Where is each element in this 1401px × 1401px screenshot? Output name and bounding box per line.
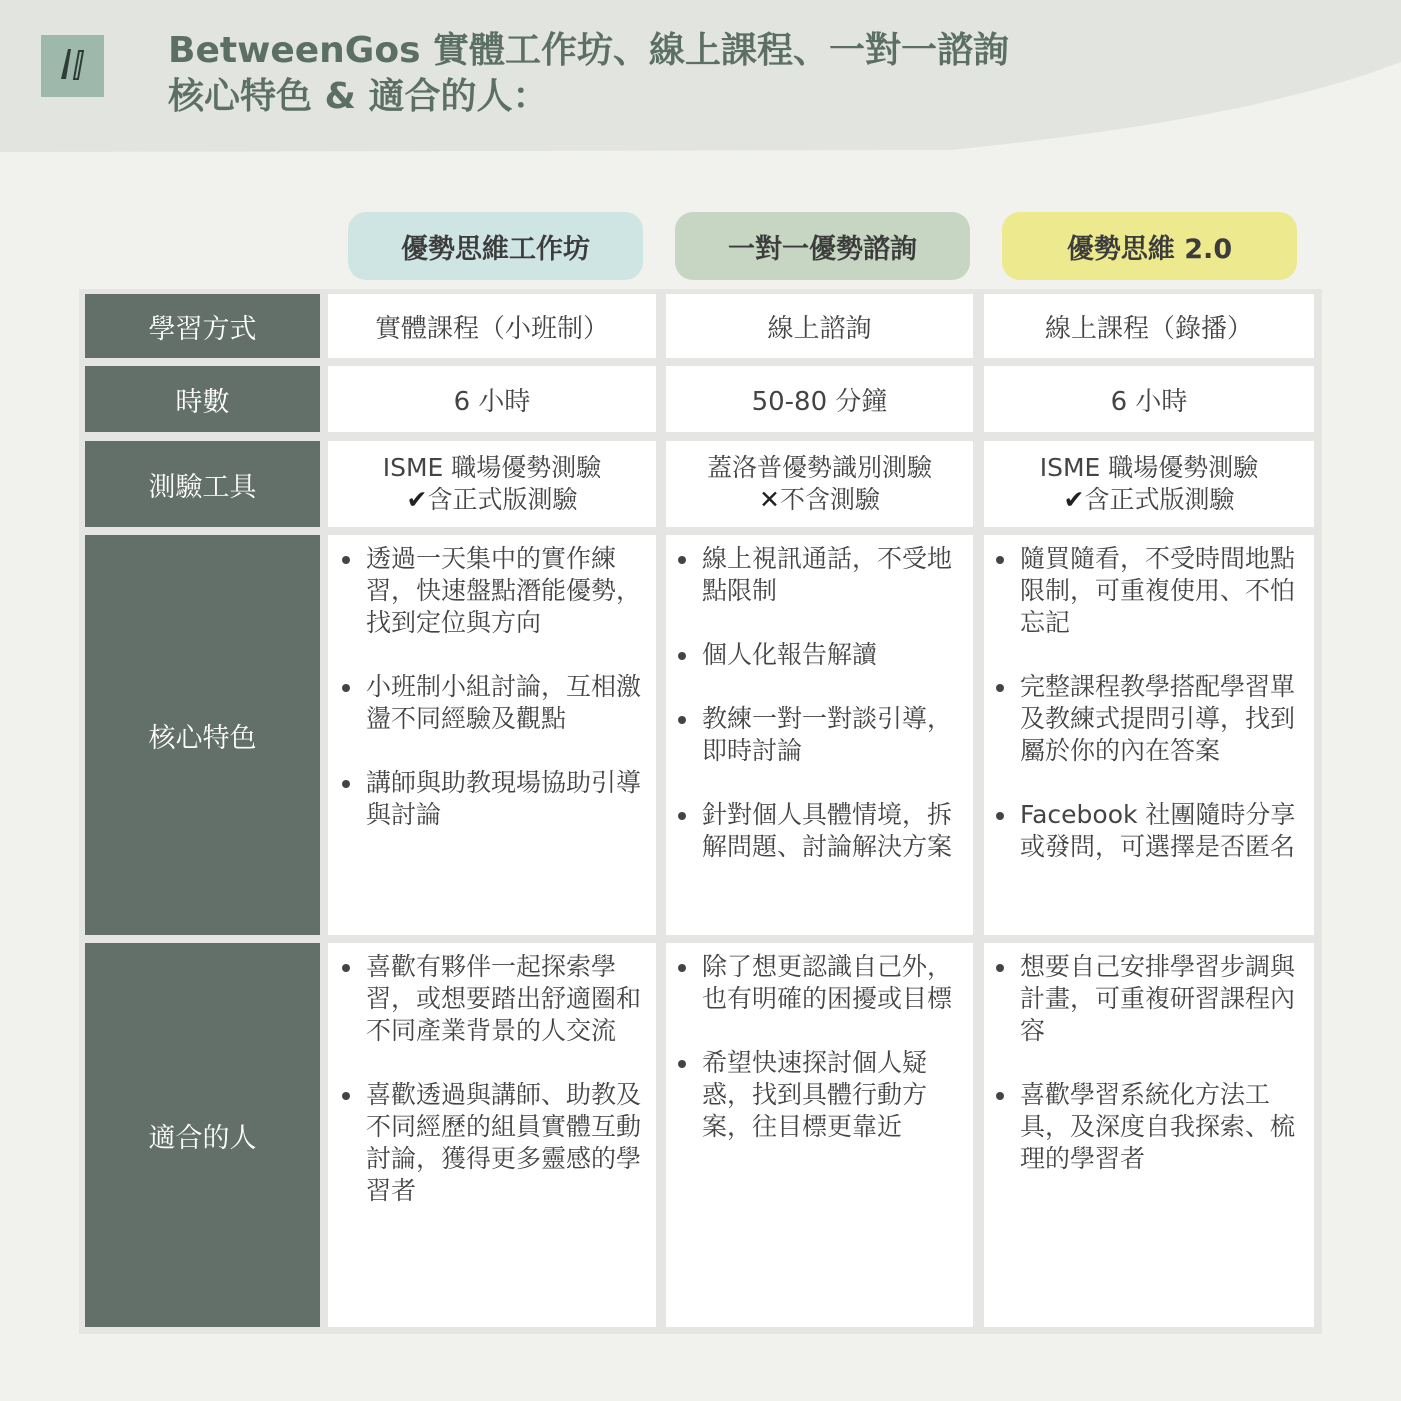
features-list <box>670 543 955 895</box>
audience-list <box>334 951 644 1239</box>
tool-note: 不含測驗 <box>779 485 880 514</box>
list-item: 完整課程教學搭配學習單及教練式提問引導，找到屬於你的內在答案 <box>988 671 1298 767</box>
column-header-online-course: 優勢思維 2.0 <box>1002 212 1297 280</box>
tool-name: ISME 職場優勢測驗 <box>1039 453 1259 482</box>
list-item: 針對個人具體情境，拆解問題、討論解決方案 <box>670 799 955 863</box>
check-icon: ✔ <box>406 485 428 514</box>
cell-features-workshop <box>328 535 656 935</box>
list-item: 隨買隨看，不受時間地點限制，可重複使用、不怕忘記 <box>988 543 1298 639</box>
features-list <box>334 543 644 863</box>
tool-note: 含正式版測驗 <box>427 485 578 514</box>
row-label-method: 學習方式 <box>85 294 320 358</box>
cell-audience-online <box>984 943 1314 1327</box>
list-item: 喜歡學習系統化方法工具，及深度自我探索、梳理的學習者 <box>988 1079 1298 1175</box>
list-item: 想要自己安排學習步調與計畫，可重複研習課程內容 <box>988 951 1298 1047</box>
cell-hours-consultation: 50-80 分鐘 <box>666 366 973 432</box>
cell-features-consultation <box>666 535 973 935</box>
row-label-audience: 適合的人 <box>85 943 320 1327</box>
list-item: 線上視訊通話，不受地點限制 <box>670 543 955 607</box>
cell-tools-online <box>984 441 1314 527</box>
list-item: 小班制小組討論，互相激盪不同經驗及觀點 <box>334 671 644 735</box>
pen-logo-icon <box>41 35 104 97</box>
title-line-1: BetweenGos 實體工作坊、線上課程、一對一諮詢 <box>168 30 1010 71</box>
cross-icon: ✕ <box>759 485 780 514</box>
list-item: 除了想更認識自己外，也有明確的困擾或目標 <box>670 951 955 1015</box>
list-item: 透過一天集中的實作練習，快速盤點潛能優勢，找到定位與方向 <box>334 543 644 639</box>
list-item: Facebook 社團隨時分享或發問，可選擇是否匿名 <box>988 799 1298 863</box>
row-label-hours: 時數 <box>85 366 320 432</box>
cell-method-consultation: 線上諮詢 <box>666 294 973 358</box>
list-item: 教練一對一對談引導，即時討論 <box>670 703 955 767</box>
cell-audience-workshop <box>328 943 656 1327</box>
features-list <box>988 543 1298 895</box>
row-label-tools: 測驗工具 <box>85 441 320 527</box>
cell-hours-online: 6 小時 <box>984 366 1314 432</box>
list-item: 喜歡有夥伴一起探索學習，或想要踏出舒適圈和不同產業背景的人交流 <box>334 951 644 1047</box>
page-title <box>168 28 1009 120</box>
cell-tools-workshop <box>328 441 656 527</box>
cell-tools-consultation <box>666 441 973 527</box>
cell-audience-consultation <box>666 943 973 1327</box>
list-item: 喜歡透過與講師、助教及不同經歷的組員實體互動討論，獲得更多靈感的學習者 <box>334 1079 644 1207</box>
column-header-workshop: 優勢思維工作坊 <box>348 212 643 280</box>
title-line-2: 核心特色 & 適合的人： <box>168 76 549 117</box>
list-item: 講師與助教現場協助引導與討論 <box>334 767 644 831</box>
tool-name: 蓋洛普優勢識別測驗 <box>706 453 932 482</box>
row-label-features: 核心特色 <box>85 535 320 935</box>
brand-logo <box>41 35 104 97</box>
cell-hours-workshop: 6 小時 <box>328 366 656 432</box>
audience-list <box>670 951 955 1175</box>
tool-name: ISME 職場優勢測驗 <box>382 453 602 482</box>
cell-features-online <box>984 535 1314 935</box>
list-item: 個人化報告解讀 <box>670 639 955 671</box>
tool-note: 含正式版測驗 <box>1084 485 1235 514</box>
check-icon: ✔ <box>1063 485 1085 514</box>
cell-method-workshop: 實體課程（小班制） <box>328 294 656 358</box>
list-item: 希望快速探討個人疑惑，找到具體行動方案，往目標更靠近 <box>670 1047 955 1143</box>
cell-method-online: 線上課程（錄播） <box>984 294 1314 358</box>
column-header-consultation: 一對一優勢諮詢 <box>675 212 970 280</box>
audience-list <box>988 951 1298 1207</box>
